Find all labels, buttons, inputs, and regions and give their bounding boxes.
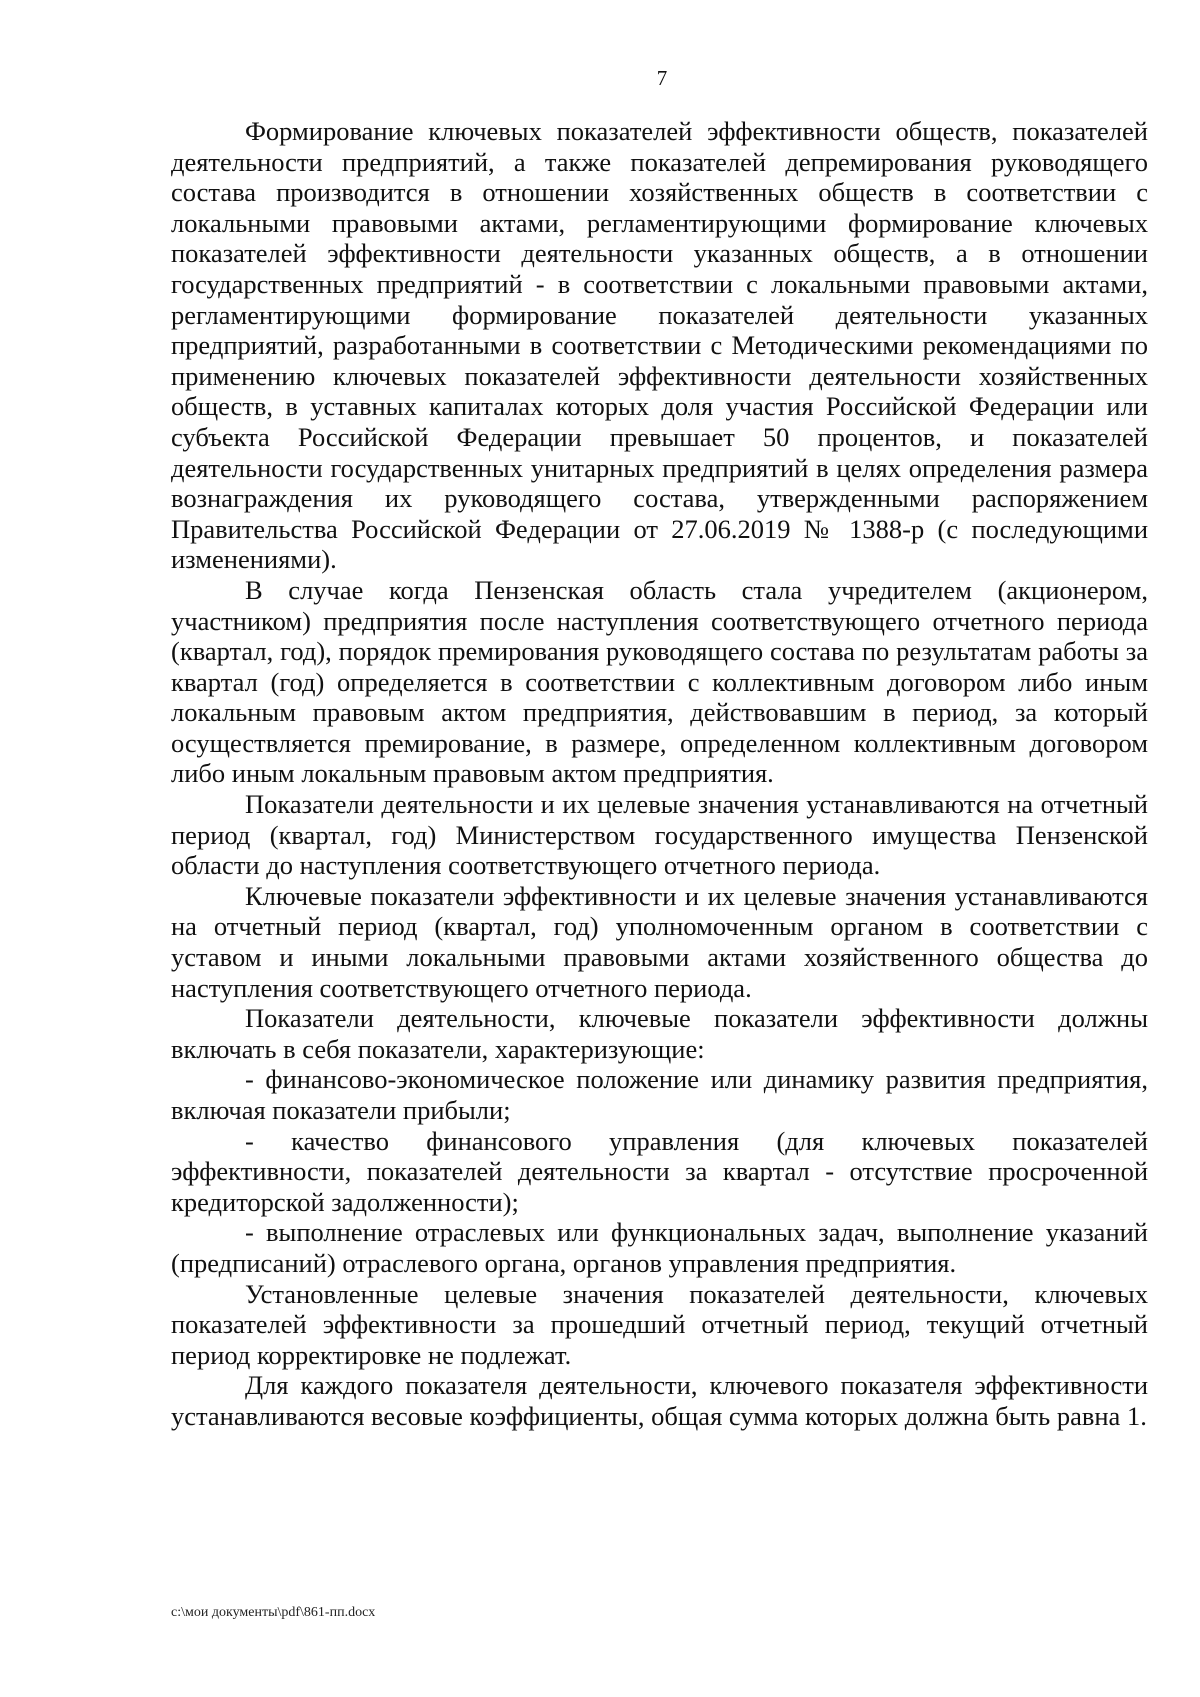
paragraph-founder-case: В случае когда Пензенская область стала учредителем (акционером, участником) предприятия после наступления соответствующего отчетного периода (квартал, год), порядок премирования руководящего состава по результатам работы за квартал (год) определяется в соответствии с коллективным договором либо иным локальным правовым актом предприятия, действовавшим в период, за который осуществляется премирование, в размере, определенном коллективным договором либо иным локальным правовым актом предприятия. (171, 574, 1148, 789)
paragraph-kpi-formation: Формирование ключевых показателей эффективности обществ, показателей деятельности предприятий, а также показателей депремирования руководящего состава производится в отношении хозяйственных обществ в соответствии с локальными правовыми актами, регламентирующими формирование ключевых показателей эффективности деятельности указанных обществ, а в отношении государственных предприятий - в соответствии с локальными правовыми актами, регламентирующими формирование показателей деятельности указанных предприятий, разработанными в соответствии с Методическими рекомендациями по применению ключевых показателей эффективности деятельности хозяйственных обществ, в уставных капиталах которых доля участия Российской Федерации или субъекта Российской Федерации превышает 50 процентов, и показателей деятельности государственных унитарных предприятий в целях определения размера вознаграждения их руководящего состава, утвержденными распоряжением Правительства Российской Федерации от 27.06.2019 № 1388-р (с последующими изменениями). (171, 116, 1148, 575)
paragraph-key-indicators: Ключевые показатели эффективности и их целевые значения устанавливаются на отчетный период (квартал, год) уполномоченным органом в соответствии с уставом и иными локальными правовыми актами хозяйственного общества до наступления соответствующего отчетного периода. (171, 880, 1148, 1003)
paragraph-indicators-include: Показатели деятельности, ключевые показатели эффективности должны включать в себя показатели, характеризующие: (171, 1003, 1148, 1064)
footer-file-path: c:\мои документы\pdf\861-пп.docx (171, 1605, 376, 1620)
list-item-sector-tasks: - выполнение отраслевых или функциональных задач, выполнение указаний (предписаний) отраслевого органа, органов управления предприятия. (171, 1217, 1148, 1278)
list-item-financial-management: - качество финансового управления (для ключевых показателей эффективности, показателей деятельности за квартал - отсутствие просроченной кредиторской задолженности); (171, 1125, 1148, 1217)
paragraph-no-adjustment: Установленные целевые значения показателей деятельности, ключевых показателей эффективности за прошедший отчетный период, текущий отчетный период корректировке не подлежат. (171, 1278, 1148, 1370)
document-body (171, 116, 1148, 1432)
paragraph-activity-indicators: Показатели деятельности и их целевые значения устанавливаются на отчетный период (квартал, год) Министерством государственного имущества Пензенской области до наступления соответствующего отчетного периода. (171, 789, 1148, 881)
page-number: 7 (656, 66, 668, 90)
paragraph-weight-coefficients: Для каждого показателя деятельности, ключевого показателя эффективности устанавливаются весовые коэффициенты, общая сумма которых должна быть равна 1. (171, 1370, 1148, 1431)
list-item-financial-position: - финансово-экономическое положение или динамику развития предприятия, включая показатели прибыли; (171, 1064, 1148, 1125)
